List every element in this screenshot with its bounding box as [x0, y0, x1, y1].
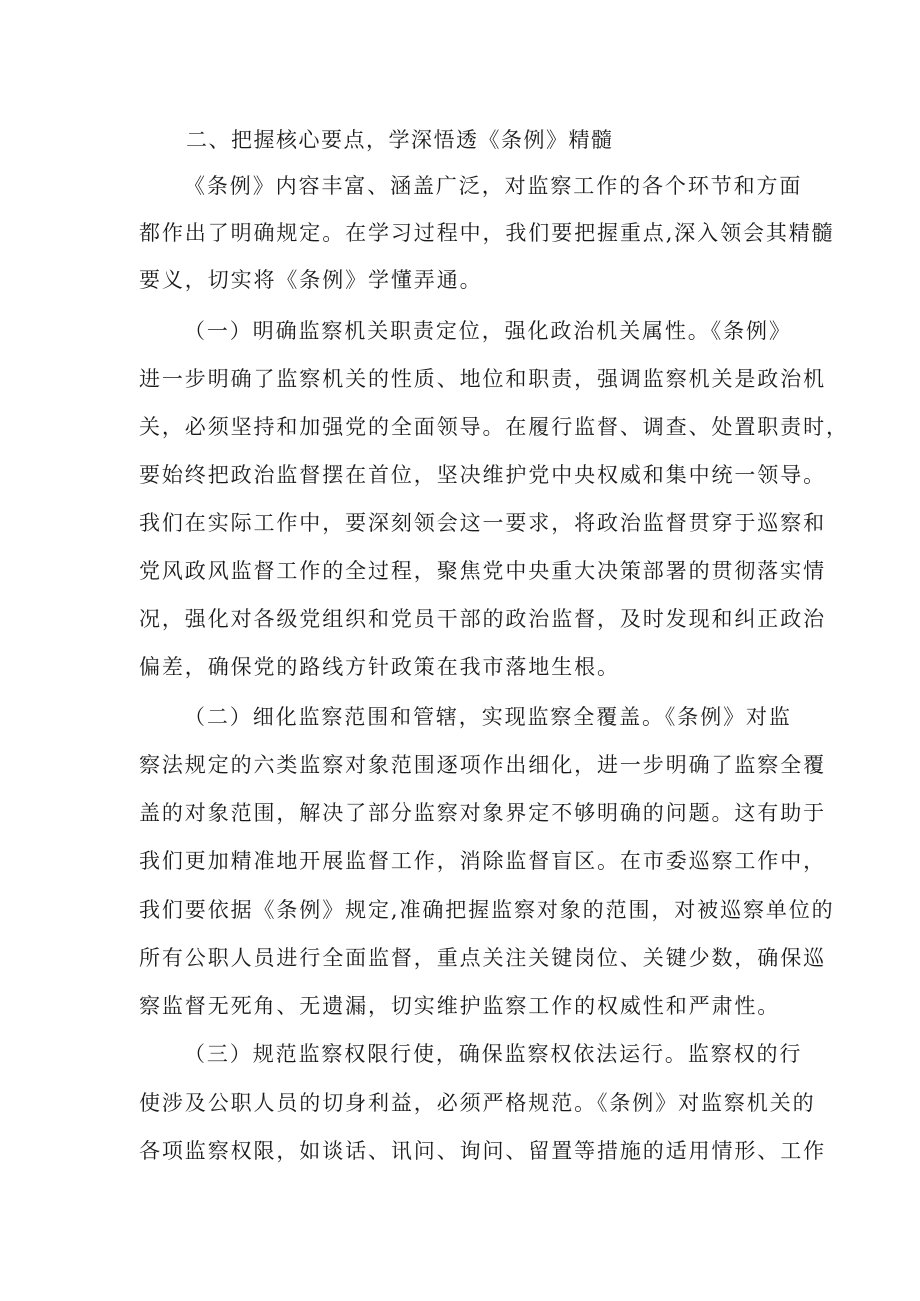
- paragraph-3-line-3: 盖的对象范围，解决了部分监察对象界定不够明确的问题。这有助于: [139, 801, 826, 825]
- paragraph-3-line-2: 察法规定的六类监察对象范围逐项作出细化，进一步明确了监察全覆: [139, 753, 826, 777]
- paragraph-2-line-5: 我们在实际工作中，要深刻领会这一要求，将政治监督贯穿于巡察和: [139, 511, 826, 535]
- paragraph-2-line-3: 关，必须坚持和加强党的全面领导。在履行监督、调查、处置职责时，: [139, 415, 849, 439]
- paragraph-2-line-2: 进一步明确了监察机关的性质、地位和职责，强调监察机关是政治机: [139, 367, 826, 391]
- paragraph-4-line-3: 各项监察权限，如谈话、讯问、询问、留置等措施的适用情形、工作: [139, 1139, 826, 1163]
- paragraph-3-line-1: （二）细化监察范围和管辖，实现监察全覆盖。《条例》对监: [184, 705, 792, 729]
- paragraph-2-line-7: 况，强化对各级党组织和党员干部的政治监督，及时发现和纠正政治: [139, 607, 826, 631]
- section-heading: 二、把握核心要点，学深悟透《条例》精髓: [186, 128, 614, 152]
- paragraph-4-line-2: 使涉及公职人员的切身利益，必须严格规范。《条例》对监察机关的: [139, 1091, 816, 1115]
- paragraph-1-line-3: 要义，切实将《条例》学懂弄通。: [139, 268, 483, 292]
- paragraph-3-line-4: 我们更加精准地开展监督工作，消除监督盲区。在市委巡察工作中，: [139, 849, 826, 873]
- paragraph-3-line-6: 所有公职人员进行全面监督，重点关注关键岗位、关键少数，确保巡: [139, 946, 826, 970]
- paragraph-3-line-5: 我们要依据《条例》规定,准确把握监察对象的范围，对被巡察单位的: [139, 898, 835, 922]
- paragraph-2-line-8: 偏差，确保党的路线方针政策在我市落地生根。: [139, 655, 620, 679]
- paragraph-1-line-2: 都作出了明确规定。在学习过程中，我们要把握重点,深入领会其精髓: [139, 221, 835, 245]
- paragraph-2-line-4: 要始终把政治监督摆在首位，坚决维护党中央权威和集中统一领导。: [139, 463, 826, 487]
- paragraph-1-line-1: 《条例》内容丰富、涵盖广泛，对监察工作的各个环节和方面: [184, 174, 803, 198]
- paragraph-2-line-1: （一）明确监察机关职责定位，强化政治机关属性。《条例》: [184, 319, 792, 343]
- paragraph-2-line-6: 党风政风监督工作的全过程，聚焦党中央重大决策部署的贯彻落实情: [139, 559, 826, 583]
- paragraph-3-line-7: 察监督无死角、无遗漏，切实维护监察工作的权威性和严肃性。: [139, 994, 781, 1018]
- paragraph-4-line-1: （三）规范监察权限行使，确保监察权依法运行。监察权的行: [184, 1042, 803, 1066]
